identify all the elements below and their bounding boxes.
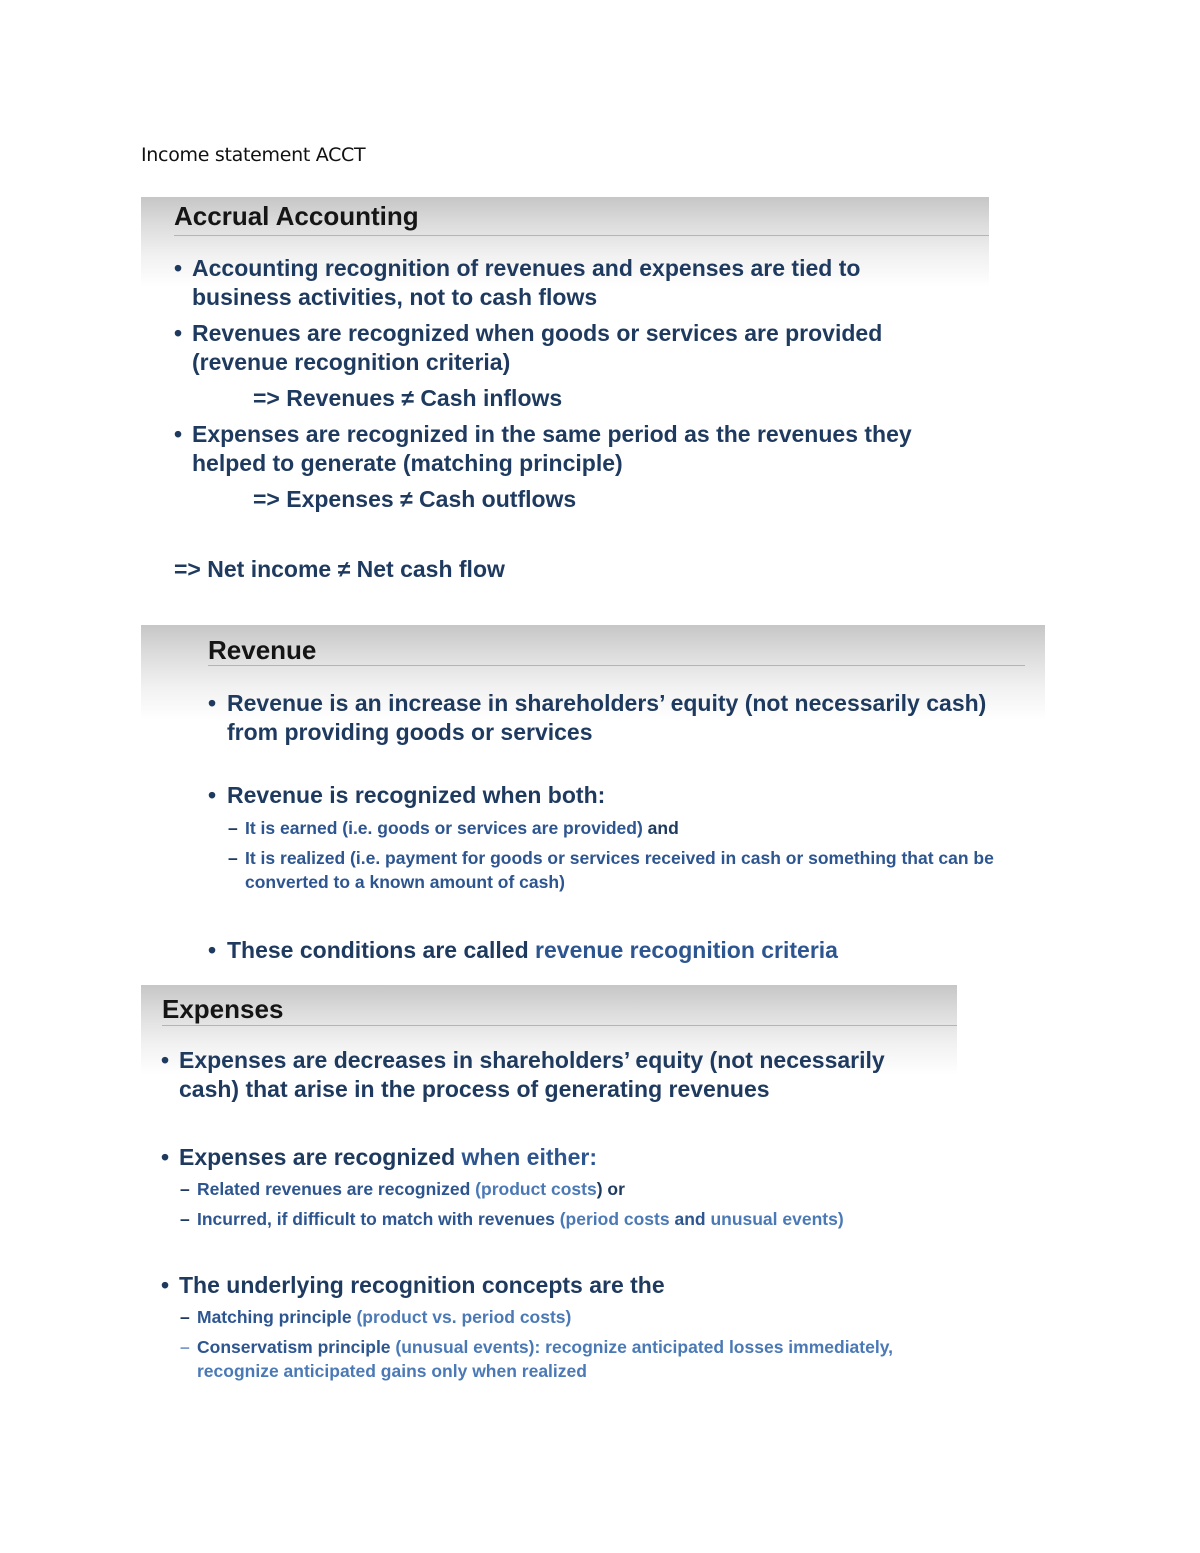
slide-title: Accrual Accounting bbox=[174, 201, 419, 231]
revenue-sub-1-and: and bbox=[642, 818, 679, 838]
expenses-sub-4 bbox=[197, 1335, 897, 1383]
dash-marker: – bbox=[180, 1179, 190, 1199]
revenue-sub-1-text: It is earned (i.e. goods or services are provided) bbox=[245, 818, 643, 838]
expenses-bullet-2-when: when either: bbox=[461, 1144, 597, 1170]
expenses-bullet-2-text: Expenses are recognized bbox=[179, 1144, 462, 1170]
expenses-sub-2-text: Incurred, if difficult to match with revenues bbox=[197, 1209, 560, 1229]
dash-marker: – bbox=[228, 848, 238, 868]
dash-marker: – bbox=[180, 1209, 190, 1229]
expenses-sub-3 bbox=[197, 1305, 571, 1329]
dash-marker: – bbox=[228, 818, 238, 838]
expenses-sub-4-text: Conservatism principle bbox=[197, 1337, 396, 1357]
slide-title: Expenses bbox=[162, 994, 284, 1024]
accrual-bullet-2-arrow: => Revenues ≠ Cash inflows bbox=[253, 385, 563, 411]
bullet-marker: • bbox=[174, 421, 183, 447]
bullet-marker: • bbox=[208, 690, 217, 716]
expenses-sub-1-product-costs: (product costs bbox=[475, 1179, 597, 1199]
expenses-sub-4-detail: (unusual events): recognize anticipated losses immediately, recognize anticipated gains only when realized bbox=[197, 1337, 894, 1381]
title-rule bbox=[208, 665, 1025, 666]
bullet-marker: • bbox=[208, 782, 217, 808]
expenses-sub-2-period-costs: (period costs bbox=[559, 1209, 670, 1229]
accrual-bullet-2: Revenues are recognized when goods or services are provided (revenue recognition criteria) bbox=[192, 320, 883, 375]
slide-expenses bbox=[141, 985, 957, 1385]
bullet-marker: • bbox=[161, 1047, 170, 1073]
accrual-bullet-3: Expenses are recognized in the same period as the revenues they helped to generate (matching principle) bbox=[192, 421, 912, 476]
bullet-marker: • bbox=[174, 320, 183, 346]
accrual-bullet-3-arrow: => Expenses ≠ Cash outflows bbox=[253, 486, 577, 512]
expenses-sub-2-unusual-events: unusual events) bbox=[710, 1209, 844, 1229]
title-rule bbox=[174, 235, 989, 236]
bullet-marker: • bbox=[161, 1144, 170, 1170]
revenue-bullet-3-text: These conditions are called bbox=[227, 937, 536, 963]
revenue-bullet-1: Revenue is an increase in shareholders’ equity (not necessarily cash) from providing goods or services bbox=[227, 690, 987, 745]
slide-accrual-accounting bbox=[141, 197, 989, 597]
bullet-marker: • bbox=[174, 255, 183, 281]
accrual-conclusion: => Net income ≠ Net cash flow bbox=[174, 556, 505, 582]
expenses-sub-1 bbox=[197, 1177, 625, 1201]
bullet-marker: • bbox=[208, 937, 217, 963]
dash-marker: – bbox=[180, 1307, 190, 1327]
accrual-bullet-1: Accounting recognition of revenues and expenses are tied to business activities, not to cash flows bbox=[192, 255, 861, 310]
revenue-sub-1 bbox=[245, 816, 679, 840]
expenses-sub-1-text: Related revenues are recognized bbox=[197, 1179, 476, 1199]
expenses-bullet-2 bbox=[179, 1143, 597, 1172]
slide-revenue bbox=[141, 625, 1045, 975]
revenue-sub-2: It is realized (i.e. payment for goods or services received in cash or something that can be converted to a known amount of cash) bbox=[245, 848, 994, 892]
expenses-sub-3-detail: (product vs. period costs) bbox=[356, 1307, 572, 1327]
title-rule bbox=[162, 1025, 957, 1026]
expenses-sub-2 bbox=[197, 1207, 844, 1231]
expenses-sub-3-text: Matching principle bbox=[197, 1307, 357, 1327]
slide-title: Revenue bbox=[208, 635, 317, 665]
revenue-bullet-3 bbox=[227, 936, 838, 965]
expenses-sub-2-and: and bbox=[669, 1209, 711, 1229]
document-title: Income statement ACCT bbox=[141, 144, 366, 166]
expenses-bullet-1: Expenses are decreases in shareholders’ equity (not necessarily cash) that arise in the process of generating revenues bbox=[179, 1047, 885, 1102]
expenses-sub-1-or: ) or bbox=[596, 1179, 625, 1199]
expenses-bullet-3: The underlying recognition concepts are the bbox=[179, 1272, 665, 1298]
revenue-bullet-2: Revenue is recognized when both: bbox=[227, 782, 606, 808]
dash-marker: – bbox=[180, 1337, 190, 1357]
revenue-bullet-3-highlight: revenue recognition criteria bbox=[535, 937, 838, 963]
bullet-marker: • bbox=[161, 1272, 170, 1298]
